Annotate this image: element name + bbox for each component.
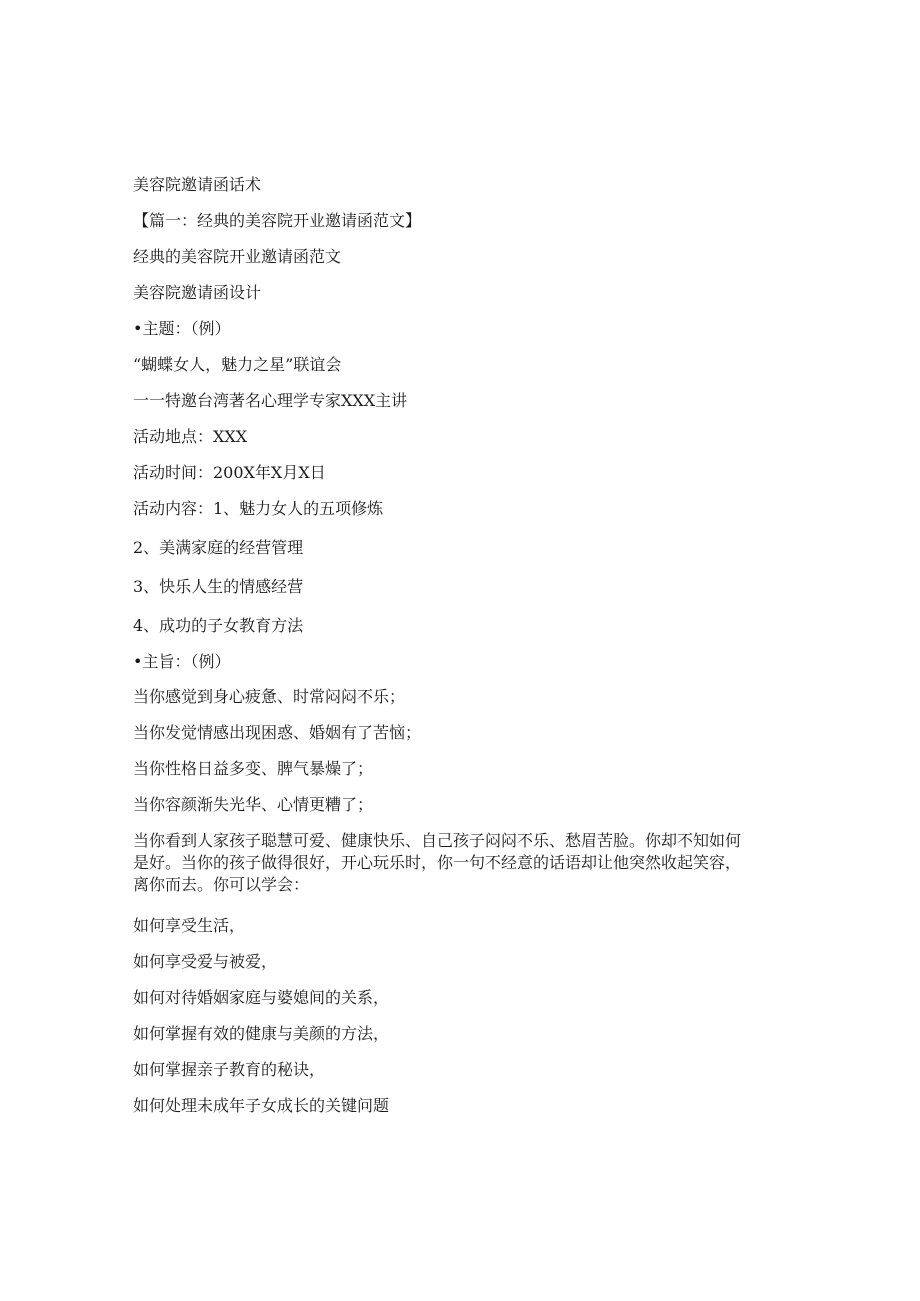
theme-name: “蝴蝶女人，魅力之星”联谊会 (133, 355, 342, 374)
learn-item-4: 如何掌握有效的健康与美颜的方法， (133, 1024, 390, 1043)
section-heading: 【篇一：经典的美容院开业邀请函范文】 (133, 211, 422, 230)
when-line-3: 当你性格日益多变、脾气暴燥了； (133, 759, 374, 778)
theme-label: •主题：（例） (133, 319, 231, 338)
learn-item-3: 如何对待婚姻家庭与婆媳间的关系， (133, 988, 390, 1007)
when-paragraph-line-2: 是好。当你的孩子做得很好，开心玩乐时，你一句不经意的话语却让他突然收起笑容， (133, 853, 742, 872)
design-heading: 美容院邀请函设计 (133, 283, 262, 302)
when-line-1: 当你感觉到身心疲惫、时常闷闷不乐； (133, 687, 406, 706)
learn-item-1: 如何享受生活， (133, 916, 246, 935)
learn-item-2: 如何享受爱与被爱， (133, 952, 278, 971)
learn-item-6: 如何处理未成年子女成长的关键问题 (133, 1096, 390, 1115)
content-item-4: 4、成功的子女教育方法 (133, 616, 304, 635)
when-paragraph-line-1: 当你看到人家孩子聪慧可爱、健康快乐、自己孩子闷闷不乐、愁眉苦脸。你却不知如何 (133, 831, 742, 850)
content-item-2: 2、美满家庭的经营管理 (133, 538, 304, 557)
subtitle: 经典的美容院开业邀请函范文 (133, 247, 342, 266)
learn-item-5: 如何掌握亲子教育的秘诀， (133, 1060, 326, 1079)
when-line-4: 当你容颜渐失光华、心情更糟了； (133, 795, 374, 814)
content-item-3: 3、快乐人生的情感经营 (133, 577, 304, 596)
purpose-label: •主旨：（例） (133, 652, 231, 671)
when-line-2: 当你发觉情感出现困惑、婚姻有了苦恼； (133, 723, 422, 742)
speaker-line: 一一特邀台湾著名心理学专家XXX主讲 (133, 391, 408, 410)
when-paragraph-line-3: 离你而去。你可以学会： (133, 875, 310, 894)
location-line: 活动地点：XXX (133, 427, 248, 446)
content-item-1: 活动内容：1、魅力女人的五项修炼 (133, 499, 384, 518)
document-title: 美容院邀请函话术 (133, 175, 262, 194)
time-line: 活动时间：200X年X月X日 (133, 463, 326, 482)
